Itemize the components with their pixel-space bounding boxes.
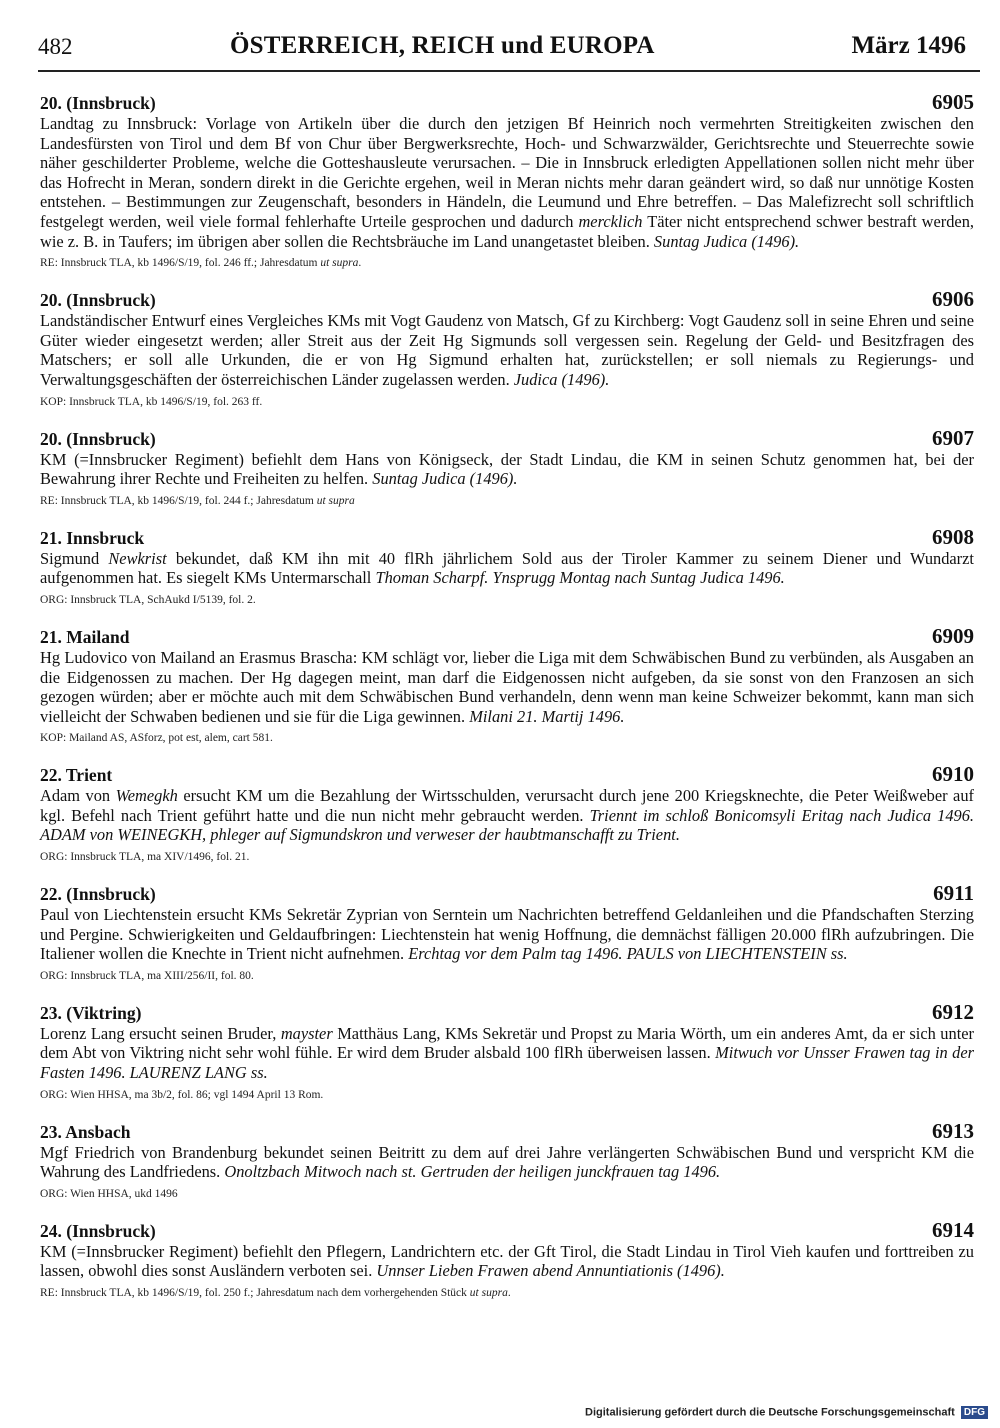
- text-run: Landtag zu Innsbruck: Vorlage von Artikeln über die durch den jetzigen Bf Heinrich noch vermehrten Streitigkeiten zwischen den Landesfürsten von Tirol und dem Bf von Chur über Bergwerksrechte, Hoch- und Schwarzwälder, Gerichtsrechte und Steuerrechte sowie näher geschilderter Probleme, welche die Gotteshausleute verursachen. – Die in Innsbruck erledigten Appellationen sollen nicht mehr über das Hofrecht in Meran, sondern direkt in die Gerichte ergehen, weil in Meran nichts mehr daran geändert wird, so daß nur unnötige Kosten entstehen. – Bestimmungen zur Zeugenschaft, besonders in Händeln, die Leumund und Ehre betreffen. – Das Malefizrecht soll schriftlich festgelegt werden, weil viele formal fehlerhafte Urteile gesprochen und dadurch: [40, 114, 974, 231]
- entry-date-place: 20. (Innsbruck): [40, 93, 156, 113]
- regest-entry: [40, 624, 974, 746]
- italic-run: ut supra: [469, 1287, 508, 1299]
- regest-entry: [40, 287, 974, 409]
- text-run: ORG: Innsbruck TLA, ma XIV/1496, fol. 21.: [40, 851, 250, 864]
- text-run: KOP: Innsbruck TLA, kb 1496/S/19, fol. 263 ff.: [40, 395, 263, 408]
- italic-run: mercklich: [578, 211, 643, 231]
- italic-run: Wemegkh: [115, 786, 178, 806]
- footer-text: Digitalisierung gefördert durch die Deutsche Forschungsgemeinschaft: [585, 1406, 955, 1419]
- funding-footer: [585, 1406, 988, 1419]
- text-run: .: [507, 1287, 511, 1299]
- text-run: ORG: Innsbruck TLA, ma XIII/256/II, fol. 80.: [40, 969, 254, 982]
- regest-entry: [40, 426, 974, 509]
- entry-number: 6912: [932, 999, 974, 1024]
- entry-source: [40, 1088, 974, 1103]
- italic-run: Milani 21. Martij 1496.: [469, 706, 625, 726]
- text-run: Täter nicht entsprechend schwer bestraft werden, wie z. B. in Taufers; im übrigen aber sollen die Rechtsbräuche im Land unangetastet bleiben.: [40, 211, 974, 251]
- text-run: KM (=Innsbrucker Regiment) befiehlt den Pflegern, Landrichtern etc. der Gft Tirol, die Stadt Lindau in Tirol Vieh kaufen und forttreiben zu lassen, obwohl dies sonst Ausländern verboten sei.: [40, 1241, 974, 1281]
- entry-date-place: 23. (Viktring): [40, 1002, 142, 1023]
- entry-date-place: 22. (Innsbruck): [40, 884, 156, 905]
- entry-source: [40, 1187, 974, 1202]
- text-run: Landständischer Entwurf eines Vergleiches KMs mit Vogt Gaudenz von Matsch, Gf zu Kirchberg: Vogt Gaudenz soll in seine Ehren und seine Güter wieder eingesetzt werden; aller Streit aus der Zeit Hg Sigmunds soll vergessen sein. Regelung der Geld- und Besitzfragen des Matschers; er soll alle Urkunden, die er von Hg Sigmund erhalten hat, zurückstellen; er soll niemals zu Regierungs- und Verwaltungsgeschäften der österreichischen Länder zugelassen werden.: [40, 311, 974, 389]
- italic-run: Thoman Scharpf. Ynsprugg Montag nach Suntag Judica 1496.: [375, 568, 785, 588]
- entry-heading: [40, 287, 974, 311]
- entry-text: [40, 549, 974, 588]
- text-run: Adam von: [40, 786, 116, 806]
- italic-run: Newkrist: [108, 548, 167, 568]
- text-run: Hg Ludovico von Mailand an Erasmus Brascha: KM schlägt vor, lieber die Liga mit dem Schwäbischen Bund zu verbünden, als Ausgaben an die Eidgenossen zu machen. Der Hg dagegen meint, man darf die Eidgenossen nicht aufgeben, da sie sonst von den Franzosen an sich gezogen würden; aber er möchte auch mit dem Schwäbischen Bund verhandeln, denn wenn man keine Schweizer bekommt, kann man sich vielleicht der Schwaben bedienen und sie für die Liga gewinnen.: [40, 647, 974, 726]
- running-header: [38, 30, 980, 72]
- entry-number: 6907: [932, 425, 974, 450]
- entry-text: [40, 311, 974, 389]
- entry-source: [40, 256, 974, 271]
- entry-heading: [40, 624, 974, 648]
- entry-date-place: 23. Ansbach: [40, 1121, 131, 1142]
- regest-entry: [40, 525, 974, 608]
- text-run: ORG: Wien HHSA, ma 3b/2, fol. 86; vgl 1494 April 13 Rom.: [40, 1088, 324, 1101]
- italic-run: Erchtag vor dem Palm tag 1496. PAULS von LIECHTENSTEIN ss.: [408, 944, 848, 964]
- italic-run: Suntag Judica (1496).: [372, 469, 518, 489]
- entry-source: [40, 494, 974, 509]
- entry-number: 6914: [932, 1217, 974, 1242]
- text-run: ORG: Innsbruck TLA, SchAukd I/5139, fol. 2.: [40, 593, 256, 606]
- entry-source: [40, 850, 974, 865]
- regest-entry: [40, 1000, 974, 1103]
- entry-number: 6910: [932, 762, 974, 787]
- text-run: Paul von Liechtenstein ersucht KMs Sekretär Zyprian von Serntein um Nachrichten betreffend Geldanleihen und die Pfandschaften Sterzing und Pergine. Schwierigkeiten und Geldaufbringen: Liechtenstein hat wenig Hoffnung, die demnächst fälligen 20.000 flRh aufzubringen. Die Italiener wollen die Knechte in Trient nicht aufnehmen.: [40, 905, 974, 964]
- text-run: ersucht KM um die Bezahlung der Wirtsschulden, verursacht durch jene 200 Kriegsknechte, die Peter Weißweber auf kgl. Befehl nach Trient geführt hatte und die nun nicht mehr gebraucht werden.: [40, 786, 974, 825]
- entry-source: [40, 731, 974, 746]
- text-run: Lorenz Lang ersucht seinen Bruder,: [40, 1023, 281, 1043]
- entry-text: [40, 1143, 974, 1182]
- text-run: Mgf Friedrich von Brandenburg bekundet seinen Beitritt zu dem auf drei Jahre verlängerten Schwäbischen Bund und verspricht KM die Wahrung des Landfriedens.: [40, 1142, 974, 1182]
- regest-entry: [40, 1218, 974, 1301]
- italic-run: Judica (1496).: [513, 369, 610, 389]
- entry-text: [40, 450, 974, 489]
- entry-date-place: 24. (Innsbruck): [40, 1220, 156, 1241]
- entry-heading: [40, 1119, 974, 1143]
- text-run: Matthäus Lang, KMs Sekretär und Propst zu Maria Wörth, um ein anderes Amt, da er sich unter dem Abt von Viktring nicht sehr wohl fühle. Er wird dem Bruder alsbald 100 flRh überweisen lassen.: [40, 1023, 974, 1063]
- entry-number: 6909: [932, 623, 974, 648]
- entry-heading: [40, 1218, 974, 1242]
- text-run: KOP: Mailand AS, ASforz, pot est, alem, cart 581.: [40, 732, 273, 745]
- entry-text: [40, 1242, 974, 1281]
- entry-date-place: 20. (Innsbruck): [40, 290, 156, 311]
- entry-text: [40, 905, 974, 964]
- text-run: RE: Innsbruck TLA, kb 1496/S/19, fol. 250 f.; Jahresdatum nach dem vorhergehenden Stück: [40, 1287, 470, 1299]
- entry-heading: [40, 525, 974, 549]
- italic-run: Suntag Judica (1496).: [653, 231, 800, 251]
- entry-source: [40, 395, 974, 410]
- entry-date-place: 21. Mailand: [40, 626, 130, 647]
- text-run: bekundet, daß KM ihn mit 40 flRh jährlichem Sold aus der Tiroler Kammer zu seinem Diener und Wundarzt aufgenommen hat. Es siegelt KMs Untermarschall: [40, 548, 974, 588]
- entry-heading: [40, 426, 974, 450]
- entry-number: 6911: [933, 881, 974, 906]
- entry-heading: [40, 90, 974, 114]
- dfg-logo: DFG: [961, 1406, 988, 1419]
- entry-text: [40, 1024, 974, 1083]
- text-run: ORG: Wien HHSA, ukd 1496: [40, 1187, 178, 1200]
- italic-run: Unnser Lieben Frawen abend Annuntiationis (1496).: [376, 1261, 725, 1281]
- entry-date-place: 21. Innsbruck: [40, 527, 145, 548]
- running-date: März 1496: [851, 32, 966, 59]
- italic-run: ut supra: [320, 257, 359, 270]
- entry-number: 6908: [932, 524, 974, 549]
- italic-run: mayster: [280, 1023, 333, 1043]
- italic-run: ut supra: [316, 494, 355, 507]
- entry-number: 6913: [932, 1118, 974, 1143]
- regest-list: [40, 90, 974, 1317]
- text-run: .: [358, 257, 362, 270]
- regest-entry: [40, 762, 974, 865]
- entry-text: [40, 648, 974, 726]
- entry-text: [40, 114, 974, 251]
- regest-entry: [40, 90, 974, 271]
- page-number: 482: [38, 34, 73, 59]
- entry-source: [40, 969, 974, 984]
- regest-entry: [40, 1119, 974, 1202]
- entry-number: 6906: [932, 287, 974, 312]
- entry-source: [40, 593, 974, 608]
- regest-entry: [40, 881, 974, 984]
- text-run: KM (=Innsbrucker Regiment) befiehlt dem Hans von Königseck, der Stadt Lindau, die KM in seinen Schutz genommen hat, bei der Bewahrung ihrer Rechte und Freiheiten zu helfen.: [40, 449, 974, 489]
- entry-source: [40, 1286, 974, 1301]
- italic-run: Onoltzbach Mitwoch nach st. Gertruden der heiligen junckfrauen tag 1496.: [224, 1162, 721, 1182]
- running-title: ÖSTERREICH, REICH und EUROPA: [230, 32, 655, 59]
- text-run: RE: Innsbruck TLA, kb 1496/S/19, fol. 246 ff.; Jahresdatum: [40, 257, 321, 270]
- italic-run: Mitwuch vor Unsser Frawen tag in der Fasten 1496. LAURENZ LANG ss.: [40, 1043, 974, 1083]
- entry-date-place: 20. (Innsbruck): [40, 428, 156, 449]
- entry-heading: [40, 1000, 974, 1024]
- entry-number: 6905: [932, 90, 974, 114]
- entry-text: [40, 786, 974, 845]
- text-run: Sigmund: [40, 548, 109, 568]
- entry-heading: [40, 762, 974, 786]
- entry-date-place: 22. Trient: [40, 765, 113, 786]
- text-run: RE: Innsbruck TLA, kb 1496/S/19, fol. 244 f.; Jahresdatum: [40, 494, 317, 507]
- italic-run: Triennt im schloß Bonicomsyli Eritag nach Judica 1496. ADAM von WEINEGKH, phleger auf Sigmundskron und verweser der haubtmanschafft zu Trient.: [40, 805, 974, 845]
- entry-heading: [40, 881, 974, 905]
